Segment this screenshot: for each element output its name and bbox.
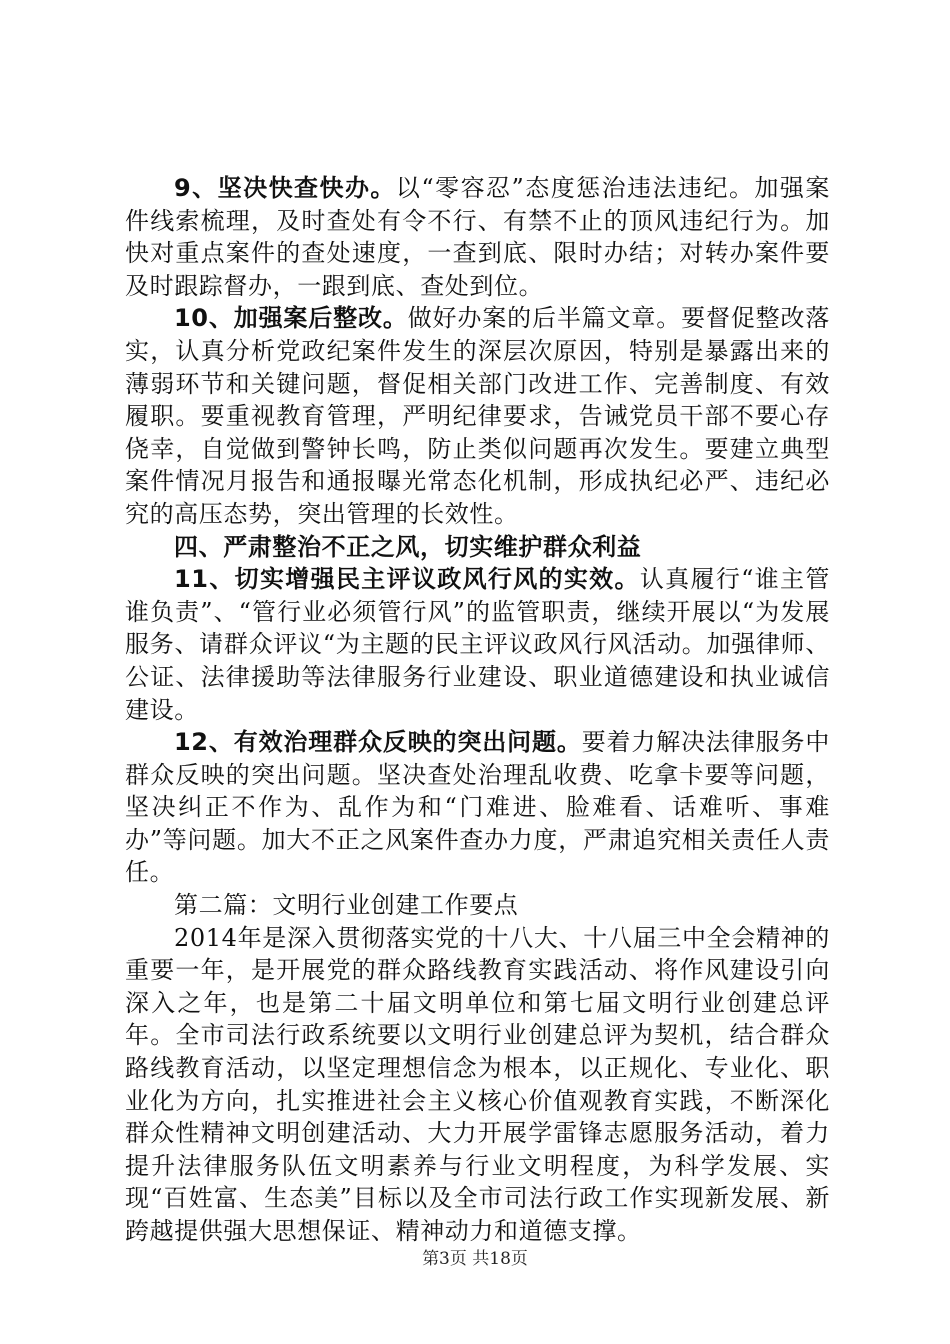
paragraph-lead: 9、坚决快查快办。 <box>174 174 396 202</box>
page-footer: 第3页 共18页 <box>422 1249 528 1269</box>
paragraph-lead: 12、有效治理群众反映的突出问题。 <box>174 728 582 757</box>
paragraph-item-10 <box>125 302 830 530</box>
paragraph-item-12 <box>125 726 830 889</box>
paragraph-text: 以“零容忍”态度惩治违法违纪。加强案件线索梳理，及时查处有令不行、有禁不止的顶风违纪行为。加快对重点案件的查处速度，一查到底、限时办结；对转办案件要及时跟踪督办，一跟到底、查处到位。 <box>125 174 830 300</box>
paragraph-text: 认真履行“谁主管谁负责”、“管行业必须管行风”的监管职责，继续开展以“为发展服务、请群众评议“为主题的民主评议政风行风活动。加强律师、公证、法律援助等法律服务行业建设、职业道德建设和执业诚信建设。 <box>125 565 830 724</box>
paragraph-item-11 <box>125 563 830 726</box>
paragraph-lead: 10、加强案后整改。 <box>174 304 408 333</box>
paragraph-lead: 11、切实增强民主评议政风行风的实效。 <box>174 565 640 594</box>
document-body <box>125 172 830 1248</box>
paragraph-text: 要着力解决法律服务中群众反映的突出问题。坚决查处治理乱收费、吃拿卡要等问题，坚决纠正不作为、乱作为和“门难进、脸难看、话难听、事难办”等问题。加大不正之风案件查办力度，严肃追究相关责任人责任。 <box>125 728 830 887</box>
paragraph-body: 2014年是深入贯彻落实党的十八大、十八届三中全会精神的重要一年，是开展党的群众路线教育实践活动、将作风建设引向深入之年，也是第二十届文明单位和第七届文明行业创建总评年。全市司法行政系统要以文明行业创建总评为契机，结合群众路线教育活动，以坚定理想信念为根本，以正规化、专业化、职业化为方向，扎实推进社会主义核心价值观教育实践，不断深化群众性精神文明创建活动、大力开展学雷锋志愿服务活动，着力提升法律服务队伍文明素养与行业文明程度，为科学发展、实现“百姓富、生态美”目标以及全市司法行政工作实现新发展、新跨越提供强大思想保证、精神动力和道德支撑。 <box>125 923 830 1245</box>
paragraph-text: 做好办案的后半篇文章。要督促整改落实，认真分析党政纪案件发生的深层次原因，特别是暴露出来的薄弱环节和关键问题，督促相关部门改进工作、完善制度、有效履职。要重视教育管理，严明纪律要求，告诫党员干部不要心存侥幸，自觉做到警钟长鸣，防止类似问题再次发生。要建立典型案件情况月报告和通报曝光常态化机制，形成执纪必严、违纪必究的高压态势，突出管理的长效性。 <box>125 304 830 528</box>
chapter-title: 第二篇：文明行业创建工作要点 <box>174 891 519 920</box>
paragraph-item-9 <box>125 172 830 302</box>
section-heading: 四、严肃整治不正之风，切实维护群众利益 <box>174 532 642 561</box>
